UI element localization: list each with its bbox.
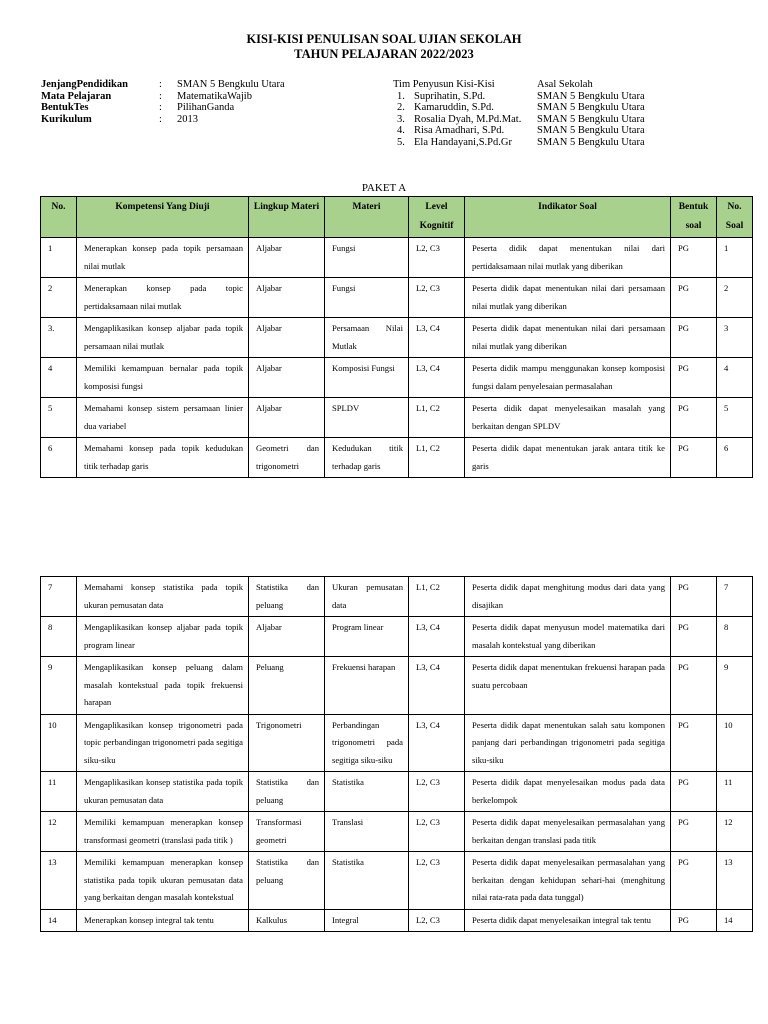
meta-value: SMAN 5 Bengkulu Utara xyxy=(177,79,285,90)
header-kompetensi: Kompetensi Yang Diuji xyxy=(77,197,249,238)
table-row xyxy=(41,358,753,398)
cell-level: L2, C3 xyxy=(409,909,465,932)
cell-nosoal: 4 xyxy=(717,358,753,398)
meta-row: Mata Pelajaran : MatematikaWajib xyxy=(41,91,377,103)
cell-nosoal: 14 xyxy=(717,909,753,932)
table-row xyxy=(41,852,753,910)
meta-value: 2013 xyxy=(177,113,198,125)
cell-bentuk: PG xyxy=(671,909,717,932)
school-heading: Asal Sekolah xyxy=(537,79,593,90)
cell-kompetensi: Memiliki kemampuan menerapkan konsep transformasi geometri (translasi pada titik ) xyxy=(77,812,249,852)
cell-lingkup: Peluang xyxy=(249,657,325,715)
cell-kompetensi: Menerapkan konsep pada topik persamaan nilai mutlak xyxy=(77,238,249,278)
cell-indikator: Peserta didik dapat menentukan nilai dari persamaan nilai mutlak yang diberikan xyxy=(465,318,671,358)
team-member: 2. Kamaruddin, S.Pd. SMAN 5 Bengkulu Utara xyxy=(393,102,667,114)
table-row xyxy=(41,278,753,318)
cell-materi: Frekuensi harapan xyxy=(325,657,409,715)
cell-bentuk: PG xyxy=(671,398,717,438)
cell-lingkup: Kalkulus xyxy=(249,909,325,932)
cell-indikator: Peserta didik dapat menyelesaikan integral tak tentu xyxy=(465,909,671,932)
table-row xyxy=(41,318,753,358)
cell-materi: Program linear xyxy=(325,617,409,657)
member-name: Rosalia Dyah, M.Pd.Mat. xyxy=(414,113,522,125)
header-bentuk: Bentuk soal xyxy=(671,197,717,238)
cell-kompetensi: Mengaplikasikan konsep statistika pada topik ukuran pemusatan data xyxy=(77,772,249,812)
meta-row: BentukTes : PilihanGanda xyxy=(41,102,377,114)
cell-nosoal: 5 xyxy=(717,398,753,438)
cell-lingkup: Aljabar xyxy=(249,617,325,657)
cell-nosoal: 11 xyxy=(717,772,753,812)
cell-materi: Statistika xyxy=(325,852,409,910)
cell-nosoal: 3 xyxy=(717,318,753,358)
member-name: Ela Handayani,S.Pd.Gr xyxy=(414,136,512,148)
meta-label: BentukTes xyxy=(41,102,89,114)
table-row xyxy=(41,714,753,772)
cell-indikator: Peserta didik mampu menggunakan konsep komposisi fungsi dalam penyelesaian permasalahan xyxy=(465,358,671,398)
cell-no: 14 xyxy=(41,909,77,932)
cell-kompetensi: Mengaplikasikan konsep peluang dalam masalah kontekstual pada topik frekuensi harapan xyxy=(77,657,249,715)
cell-level: L3, C4 xyxy=(409,318,465,358)
header-level: Level Kognitif xyxy=(409,197,465,238)
cell-no: 12 xyxy=(41,812,77,852)
cell-nosoal: 1 xyxy=(717,238,753,278)
cell-level: L2, C3 xyxy=(409,238,465,278)
cell-no: 2 xyxy=(41,278,77,318)
cell-bentuk: PG xyxy=(671,617,717,657)
cell-indikator: Peserta didik dapat menentukan nilai dari persamaan nilai mutlak yang diberikan xyxy=(465,278,671,318)
cell-level: L2, C3 xyxy=(409,852,465,910)
cell-indikator: Peserta didik dapat menentukan nilai dari pertidaksamaan nilai mutlak yang diberikan xyxy=(465,238,671,278)
cell-materi: Ukuran pemusatan data xyxy=(325,577,409,617)
kisi-kisi-table xyxy=(40,196,753,478)
cell-materi: Perbandingan trigonometri pada segitiga siku-siku xyxy=(325,714,409,772)
cell-no: 4 xyxy=(41,358,77,398)
cell-level: L1, C2 xyxy=(409,398,465,438)
cell-materi: Integral xyxy=(325,909,409,932)
cell-nosoal: 13 xyxy=(717,852,753,910)
cell-no: 1 xyxy=(41,238,77,278)
cell-bentuk: PG xyxy=(671,812,717,852)
cell-materi: Fungsi xyxy=(325,278,409,318)
cell-kompetensi: Memahami konsep statistika pada topik ukuran pemusatan data xyxy=(77,577,249,617)
cell-indikator: Peserta didik dapat menyelesaikan permasalahan yang berkaitan dengan kehidupan sehari-hai (menghitung nilai rata-rata pada data tunggal) xyxy=(465,852,671,910)
cell-no: 3. xyxy=(41,318,77,358)
cell-level: L3, C4 xyxy=(409,358,465,398)
cell-kompetensi: Menerapkan konsep integral tak tentu xyxy=(77,909,249,932)
meta-label: Kurikulum xyxy=(41,113,92,125)
cell-kompetensi: Mengaplikasikan konsep aljabar pada topik program linear xyxy=(77,617,249,657)
table-header-row xyxy=(41,197,753,238)
document-subtitle: TAHUN PELAJARAN 2022/2023 xyxy=(294,47,474,61)
member-school: SMAN 5 Bengkulu Utara xyxy=(537,125,645,137)
cell-nosoal: 2 xyxy=(717,278,753,318)
cell-lingkup: Trigonometri xyxy=(249,714,325,772)
cell-materi: Fungsi xyxy=(325,238,409,278)
meta-label: JenjangPendidikan xyxy=(41,79,128,90)
team-member: 5. Ela Handayani,S.Pd.Gr SMAN 5 Bengkulu Utara xyxy=(393,137,667,149)
kisi-kisi-table-continued xyxy=(40,576,753,932)
cell-kompetensi: Memiliki kemampuan bernalar pada topik komposisi fungsi xyxy=(77,358,249,398)
cell-nosoal: 6 xyxy=(717,438,753,478)
cell-nosoal: 10 xyxy=(717,714,753,772)
team-heading: Tim Penyusun Kisi-Kisi xyxy=(393,79,495,90)
cell-no: 11 xyxy=(41,772,77,812)
cell-no: 7 xyxy=(41,577,77,617)
meta-label: Mata Pelajaran xyxy=(41,90,112,102)
cell-bentuk: PG xyxy=(671,852,717,910)
header-nosoal: No. Soal xyxy=(717,197,753,238)
cell-materi: SPLDV xyxy=(325,398,409,438)
cell-indikator: Peserta didik dapat menentukan salah satu komponen panjang dari perbandingan trigonometri pada segitiga siku-siku xyxy=(465,714,671,772)
member-school: SMAN 5 Bengkulu Utara xyxy=(537,102,645,114)
cell-indikator: Peserta didik dapat menentukan frekuensi harapan pada suatu percobaan xyxy=(465,657,671,715)
header-no: No. xyxy=(41,197,77,238)
cell-kompetensi: Mengaplikasikan konsep trigonometri pada topic perbandingan trigonometri pada segitiga siku-siku xyxy=(77,714,249,772)
table-row xyxy=(41,398,753,438)
cell-level: L2, C3 xyxy=(409,812,465,852)
team-member: 4. Risa Amadhari, S.Pd. SMAN 5 Bengkulu Utara xyxy=(393,125,667,137)
cell-lingkup: Geometri dan trigonometri xyxy=(249,438,325,478)
cell-bentuk: PG xyxy=(671,438,717,478)
cell-bentuk: PG xyxy=(671,238,717,278)
cell-indikator: Peserta didik dapat menghitung modus dari data yang disajikan xyxy=(465,577,671,617)
table-row xyxy=(41,772,753,812)
cell-materi: Statistika xyxy=(325,772,409,812)
paket-label: PAKET A xyxy=(361,182,407,194)
member-name: Risa Amadhari, S.Pd. xyxy=(414,125,505,137)
member-school: SMAN 5 Bengkulu Utara xyxy=(537,113,645,125)
cell-no: 5 xyxy=(41,398,77,438)
member-school: SMAN 5 Bengkulu Utara xyxy=(537,90,645,102)
table-row xyxy=(41,238,753,278)
cell-nosoal: 8 xyxy=(717,617,753,657)
cell-lingkup: Statistika dan peluang xyxy=(249,852,325,910)
cell-no: 10 xyxy=(41,714,77,772)
team-heading-row xyxy=(393,79,667,91)
cell-materi: Persamaan Nilai Mutlak xyxy=(325,318,409,358)
cell-bentuk: PG xyxy=(671,577,717,617)
cell-level: L1, C2 xyxy=(409,577,465,617)
table-row xyxy=(41,438,753,478)
team-block xyxy=(393,79,667,149)
meta-value: PilihanGanda xyxy=(177,102,235,114)
cell-indikator: Peserta didik dapat menentukan jarak antara titik ke garis xyxy=(465,438,671,478)
team-member: 1. Suprihatin, S.Pd. SMAN 5 Bengkulu Utara xyxy=(393,91,667,103)
table-row xyxy=(41,657,753,715)
cell-nosoal: 12 xyxy=(717,812,753,852)
header-lingkup: Lingkup Materi xyxy=(249,197,325,238)
cell-materi: Kedudukan titik terhadap garis xyxy=(325,438,409,478)
cell-kompetensi: Memahami konsep sistem persamaan linier dua variabel xyxy=(77,398,249,438)
cell-bentuk: PG xyxy=(671,772,717,812)
table-row xyxy=(41,909,753,932)
cell-lingkup: Statistika dan peluang xyxy=(249,577,325,617)
cell-level: L2, C3 xyxy=(409,278,465,318)
cell-level: L3, C4 xyxy=(409,714,465,772)
cell-indikator: Peserta didik dapat menyusun model matematika dari masalah kontekstual yang diberikan xyxy=(465,617,671,657)
cell-lingkup: Statistika dan peluang xyxy=(249,772,325,812)
cell-indikator: Peserta didik dapat menyelesaikan masalah yang berkaitan dengan SPLDV xyxy=(465,398,671,438)
cell-indikator: Peserta didik dapat menyelesaikan modus pada data berkelompok xyxy=(465,772,671,812)
member-name: Suprihatin, S.Pd. xyxy=(414,90,486,102)
cell-bentuk: PG xyxy=(671,358,717,398)
cell-lingkup: Aljabar xyxy=(249,358,325,398)
cell-bentuk: PG xyxy=(671,657,717,715)
cell-lingkup: Aljabar xyxy=(249,278,325,318)
cell-kompetensi: Memiliki kemampuan menerapkan konsep statistika pada topik ukuran pemusatan data yang berkaitan dengan masalah kontekstual xyxy=(77,852,249,910)
meta-value: MatematikaWajib xyxy=(177,90,252,102)
cell-lingkup: Aljabar xyxy=(249,238,325,278)
cell-lingkup: Transformasi geometri xyxy=(249,812,325,852)
cell-lingkup: Aljabar xyxy=(249,398,325,438)
meta-row: JenjangPendidikan : SMAN 5 Bengkulu Utara xyxy=(41,79,377,91)
table-row xyxy=(41,577,753,617)
cell-bentuk: PG xyxy=(671,278,717,318)
meta-block xyxy=(41,79,377,125)
team-member: 3. Rosalia Dyah, M.Pd.Mat. SMAN 5 Bengkulu Utara xyxy=(393,114,667,126)
cell-lingkup: Aljabar xyxy=(249,318,325,358)
cell-materi: Translasi xyxy=(325,812,409,852)
cell-kompetensi: Memahami konsep pada topik kedudukan titik terhadap garis xyxy=(77,438,249,478)
member-school: SMAN 5 Bengkulu Utara xyxy=(537,136,645,148)
cell-bentuk: PG xyxy=(671,714,717,772)
cell-no: 13 xyxy=(41,852,77,910)
cell-kompetensi: Menerapkan konsep pada topic pertidaksamaan nilai mutlak xyxy=(77,278,249,318)
cell-indikator: Peserta didik dapat menyelesaikan permasalahan yang berkaitan dengan translasi pada titik xyxy=(465,812,671,852)
document-title: KISI-KISI PENULISAN SOAL UJIAN SEKOLAH xyxy=(246,32,522,46)
cell-materi: Komposisi Fungsi xyxy=(325,358,409,398)
table-row xyxy=(41,812,753,852)
cell-level: L3, C4 xyxy=(409,617,465,657)
cell-no: 9 xyxy=(41,657,77,715)
cell-level: L3, C4 xyxy=(409,657,465,715)
cell-no: 8 xyxy=(41,617,77,657)
cell-level: L2, C3 xyxy=(409,772,465,812)
cell-kompetensi: Mengaplikasikan konsep aljabar pada topik persamaan nilai mutlak xyxy=(77,318,249,358)
cell-level: L1, C2 xyxy=(409,438,465,478)
header-materi: Materi xyxy=(325,197,409,238)
cell-nosoal: 7 xyxy=(717,577,753,617)
member-name: Kamaruddin, S.Pd. xyxy=(414,102,494,114)
table-row xyxy=(41,617,753,657)
header-indikator: Indikator Soal xyxy=(465,197,671,238)
meta-row: Kurikulum : 2013 xyxy=(41,114,377,126)
cell-no: 6 xyxy=(41,438,77,478)
cell-bentuk: PG xyxy=(671,318,717,358)
cell-nosoal: 9 xyxy=(717,657,753,715)
